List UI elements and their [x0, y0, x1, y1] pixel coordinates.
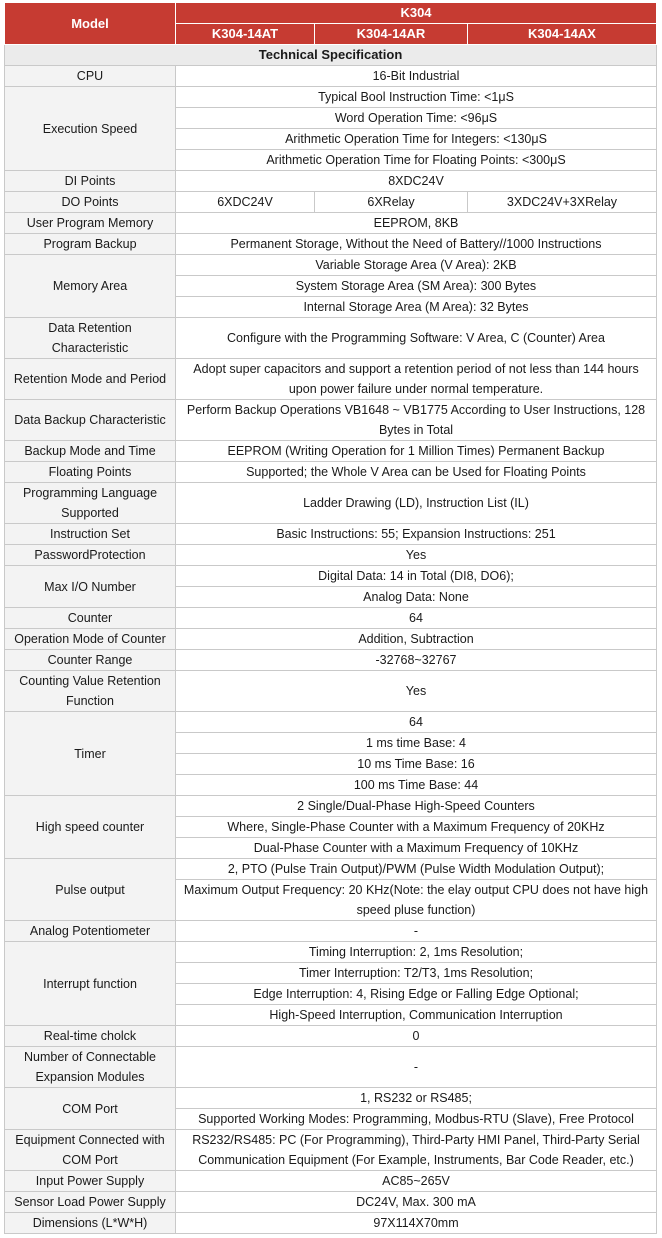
- row-dimensions: [5, 1213, 657, 1234]
- row-label: Pulse output: [5, 859, 176, 921]
- row-label: Operation Mode of Counter: [5, 629, 176, 650]
- row-value: 1, RS232 or RS485;: [176, 1088, 657, 1109]
- row-value: Addition, Subtraction: [176, 629, 657, 650]
- row-label: PasswordProtection: [5, 545, 176, 566]
- row-value: Configure with the Programming Software: V Area, C (Counter) Area: [176, 318, 657, 359]
- row-value: Perform Backup Operations VB1648 ~ VB1775 According to User Instructions, 128 Bytes in Total: [176, 400, 657, 441]
- row-do-points: [5, 192, 657, 213]
- row-value: Arithmetic Operation Time for Floating Points: <300μS: [176, 150, 657, 171]
- row-value: EEPROM, 8KB: [176, 213, 657, 234]
- row-label: Number of Connectable Expansion Modules: [5, 1047, 176, 1088]
- row-high-speed-counter: [5, 796, 657, 817]
- row-value: Yes: [176, 545, 657, 566]
- row-label: Sensor Load Power Supply: [5, 1192, 176, 1213]
- row-data-retention: [5, 318, 657, 359]
- row-label: Retention Mode and Period: [5, 359, 176, 400]
- row-label: High speed counter: [5, 796, 176, 859]
- row-value: 16-Bit Industrial: [176, 66, 657, 87]
- row-label: Program Backup: [5, 234, 176, 255]
- row-value: 1 ms time Base: 4: [176, 733, 657, 754]
- row-value: -: [176, 1047, 657, 1088]
- variant-header-14ax: K304-14AX: [468, 24, 657, 45]
- row-floating-points: [5, 462, 657, 483]
- row-value: Timer Interruption: T2/T3, 1ms Resolution;: [176, 963, 657, 984]
- row-label: Programming Language Supported: [5, 483, 176, 524]
- row-value: 64: [176, 712, 657, 733]
- row-value: Internal Storage Area (M Area): 32 Bytes: [176, 297, 657, 318]
- row-value: 97X114X70mm: [176, 1213, 657, 1234]
- row-value: -32768~32767: [176, 650, 657, 671]
- row-label: Analog Potentiometer: [5, 921, 176, 942]
- row-sensor-power: [5, 1192, 657, 1213]
- row-label: Data Retention Characteristic: [5, 318, 176, 359]
- row-value: Basic Instructions: 55; Expansion Instructions: 251: [176, 524, 657, 545]
- row-data-backup: [5, 400, 657, 441]
- row-counting-retention: [5, 671, 657, 712]
- row-label: Counting Value Retention Function: [5, 671, 176, 712]
- section-row: [5, 45, 657, 66]
- header-row-series: [5, 3, 657, 24]
- row-label: COM Port: [5, 1088, 176, 1130]
- row-label: Input Power Supply: [5, 1171, 176, 1192]
- section-title: Technical Specification: [5, 45, 657, 66]
- row-value: High-Speed Interruption, Communication Interruption: [176, 1005, 657, 1026]
- row-label: CPU: [5, 66, 176, 87]
- row-label: Interrupt function: [5, 942, 176, 1026]
- row-value: 2 Single/Dual-Phase High-Speed Counters: [176, 796, 657, 817]
- row-value: Dual-Phase Counter with a Maximum Frequency of 10KHz: [176, 838, 657, 859]
- row-counter-range: [5, 650, 657, 671]
- variant-header-14at: K304-14AT: [176, 24, 315, 45]
- row-value: RS232/RS485: PC (For Programming), Third-Party HMI Panel, Third-Party Serial Communication Equipment (For Example, Instruments, Bar Code Reader, etc.): [176, 1130, 657, 1171]
- row-value: Supported Working Modes: Programming, Modbus-RTU (Slave), Free Protocol: [176, 1109, 657, 1130]
- row-label: DO Points: [5, 192, 176, 213]
- row-value-14ar: 6XRelay: [315, 192, 468, 213]
- row-execution-speed: [5, 87, 657, 108]
- row-value: 64: [176, 608, 657, 629]
- row-value: Edge Interruption: 4, Rising Edge or Falling Edge Optional;: [176, 984, 657, 1005]
- row-value: 10 ms Time Base: 16: [176, 754, 657, 775]
- row-label: Memory Area: [5, 255, 176, 318]
- row-expansion-modules: [5, 1047, 657, 1088]
- row-label: User Program Memory: [5, 213, 176, 234]
- row-backup-mode: [5, 441, 657, 462]
- row-value: 2, PTO (Pulse Train Output)/PWM (Pulse Width Modulation Output);: [176, 859, 657, 880]
- row-value: Where, Single-Phase Counter with a Maximum Frequency of 20KHz: [176, 817, 657, 838]
- row-value: Supported; the Whole V Area can be Used for Floating Points: [176, 462, 657, 483]
- row-value: Word Operation Time: <96μS: [176, 108, 657, 129]
- model-header: Model: [5, 3, 176, 45]
- row-label: DI Points: [5, 171, 176, 192]
- row-interrupt-function: [5, 942, 657, 963]
- row-retention-mode: [5, 359, 657, 400]
- row-com-port: [5, 1088, 657, 1109]
- row-programming-language: [5, 483, 657, 524]
- row-value: Variable Storage Area (V Area): 2KB: [176, 255, 657, 276]
- row-value: EEPROM (Writing Operation for 1 Million Times) Permanent Backup: [176, 441, 657, 462]
- row-label: Floating Points: [5, 462, 176, 483]
- row-instruction-set: [5, 524, 657, 545]
- row-label: Counter Range: [5, 650, 176, 671]
- row-value: System Storage Area (SM Area): 300 Bytes: [176, 276, 657, 297]
- row-value: Analog Data: None: [176, 587, 657, 608]
- spec-table: [4, 2, 657, 1234]
- row-value: Permanent Storage, Without the Need of Battery//1000 Instructions: [176, 234, 657, 255]
- row-value: -: [176, 921, 657, 942]
- row-timer: [5, 712, 657, 733]
- row-value-14at: 6XDC24V: [176, 192, 315, 213]
- row-cpu: [5, 66, 657, 87]
- row-value-14ax: 3XDC24V+3XRelay: [468, 192, 657, 213]
- row-value: Ladder Drawing (LD), Instruction List (IL): [176, 483, 657, 524]
- row-di-points: [5, 171, 657, 192]
- row-value: Typical Bool Instruction Time: <1μS: [176, 87, 657, 108]
- row-value: 8XDC24V: [176, 171, 657, 192]
- row-user-program-memory: [5, 213, 657, 234]
- row-value: Maximum Output Frequency: 20 KHz(Note: the elay output CPU does not have high speed pluse function): [176, 880, 657, 921]
- row-value: AC85~265V: [176, 1171, 657, 1192]
- row-label: Backup Mode and Time: [5, 441, 176, 462]
- row-label: Equipment Connected with COM Port: [5, 1130, 176, 1171]
- row-value: Arithmetic Operation Time for Integers: <130μS: [176, 129, 657, 150]
- row-label: Counter: [5, 608, 176, 629]
- row-label: Dimensions (L*W*H): [5, 1213, 176, 1234]
- row-password-protection: [5, 545, 657, 566]
- row-value: Digital Data: 14 in Total (DI8, DO6);: [176, 566, 657, 587]
- row-value: Timing Interruption: 2, 1ms Resolution;: [176, 942, 657, 963]
- row-value: DC24V, Max. 300 mA: [176, 1192, 657, 1213]
- row-analog-potentiometer: [5, 921, 657, 942]
- row-counter: [5, 608, 657, 629]
- row-memory-area: [5, 255, 657, 276]
- row-label: Real-time cholck: [5, 1026, 176, 1047]
- row-input-power: [5, 1171, 657, 1192]
- row-max-io: [5, 566, 657, 587]
- row-program-backup: [5, 234, 657, 255]
- series-header: K304: [176, 3, 657, 24]
- row-label: Timer: [5, 712, 176, 796]
- row-value: Adopt super capacitors and support a retention period of not less than 144 hours upon power failure under normal temperature.: [176, 359, 657, 400]
- row-value: 0: [176, 1026, 657, 1047]
- row-label: Data Backup Characteristic: [5, 400, 176, 441]
- variant-header-14ar: K304-14AR: [315, 24, 468, 45]
- row-label: Execution Speed: [5, 87, 176, 171]
- row-realtime-clock: [5, 1026, 657, 1047]
- row-label: Max I/O Number: [5, 566, 176, 608]
- row-label: Instruction Set: [5, 524, 176, 545]
- row-pulse-output: [5, 859, 657, 880]
- row-equipment-connected: [5, 1130, 657, 1171]
- row-value: Yes: [176, 671, 657, 712]
- row-counter-mode: [5, 629, 657, 650]
- row-value: 100 ms Time Base: 44: [176, 775, 657, 796]
